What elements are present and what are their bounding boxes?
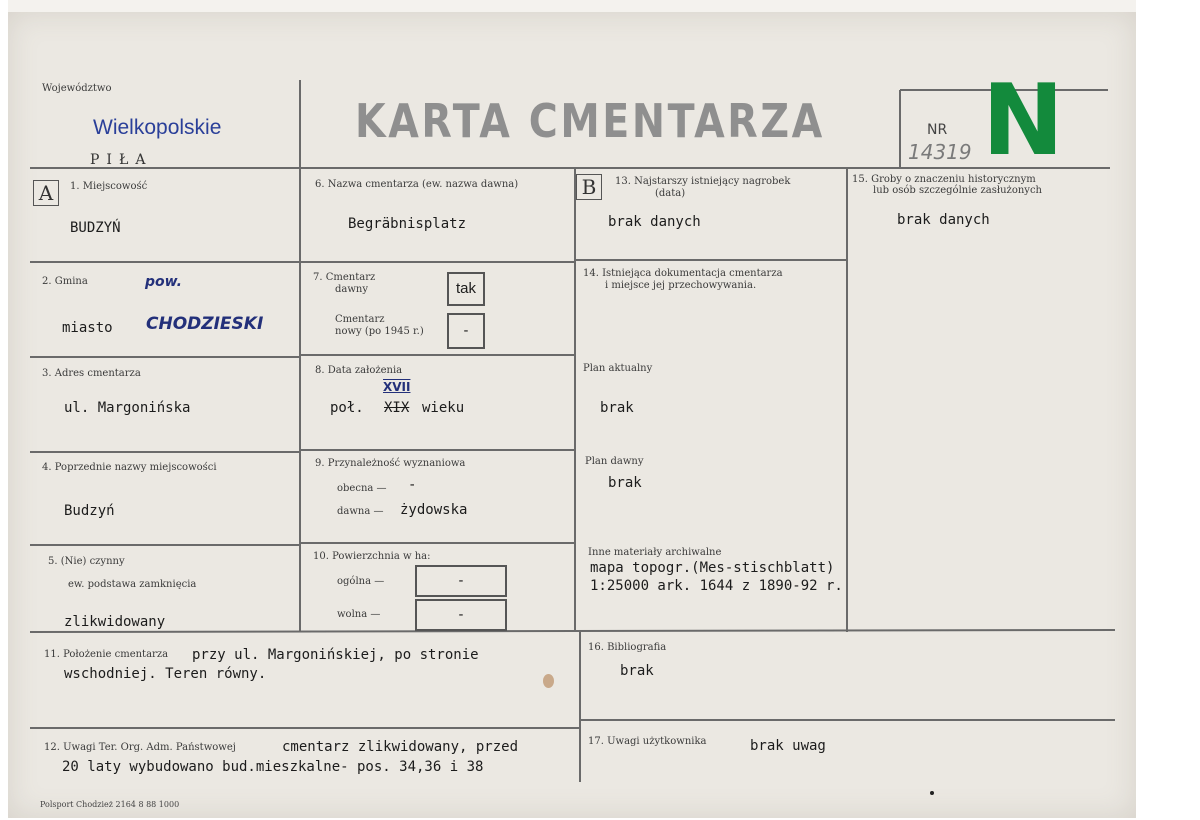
field-15-sublabel: lub osób szczególnie zasłużonych (873, 185, 1042, 196)
field-2-handwritten-value: CHODZIESKI (146, 314, 264, 334)
field-8-prefix: poł. (330, 400, 364, 416)
field-7-nowy-sublabel: nowy (po 1945 r.) (335, 326, 424, 337)
field-9-obecna-value: - (408, 477, 417, 493)
ink-dot (930, 791, 934, 795)
field-8-label: 8. Data założenia (315, 365, 403, 376)
field-10-ogolna-box: - (415, 565, 507, 597)
field-10-ogolna-label: ogólna — (337, 576, 385, 587)
field-1-label: 1. Miejscowość (70, 181, 148, 192)
field-16-value: brak (620, 663, 654, 679)
field-14-label: 14. Istniejąca dokumentacja cmentarza (583, 268, 783, 279)
printer-footer: Polsport Chodzież 2164 8 88 1000 (40, 800, 180, 809)
plan-dawny-label: Plan dawny (585, 456, 644, 467)
field-14-sublabel: i miejsce jej przechowywania. (605, 280, 757, 291)
field-9-dawna-value: żydowska (400, 502, 468, 518)
field-13-value: brak danych (608, 214, 701, 230)
field-10-wolna-label: wolna — (337, 609, 381, 620)
document-title: KARTA CMENTARZA (355, 94, 825, 148)
field-1-value: BUDZYŃ (70, 220, 121, 236)
field-8-handwritten-century: XVII (383, 380, 411, 394)
field-16-label: 16. Bibliografia (588, 642, 667, 653)
field-13-label: 13. Najstarszy istniejący nagrobek (615, 176, 791, 187)
inne-materialy-value-line-1: mapa topogr.(Mes-stischblatt) (590, 560, 835, 576)
paper-stain (543, 674, 554, 688)
inne-materialy-value-line-2: 1:25000 ark. 1644 z 1890-92 r. (590, 578, 843, 594)
field-7-label: 7. Cmentarz (313, 272, 376, 283)
field-13-sublabel: (data) (655, 188, 686, 199)
field-2-handwritten-prefix: pow. (145, 274, 182, 290)
nr-label: NR (927, 122, 948, 138)
field-7-nowy-label: Cmentarz (335, 314, 385, 325)
field-6-value: Begräbnisplatz (348, 216, 467, 232)
field-15-value: brak danych (897, 212, 990, 228)
section-a-marker: A (33, 180, 59, 206)
field-7-dawny-box: tak (447, 272, 485, 306)
field-3-value: ul. Margonińska (64, 400, 191, 416)
field-4-label: 4. Poprzednie nazwy miejscowości (42, 462, 217, 473)
field-7-dawny-label: dawny (335, 284, 369, 295)
field-2-value: miasto (62, 320, 113, 336)
field-5-value: zlikwidowany (64, 614, 166, 630)
section-b-marker: B (576, 174, 602, 200)
field-6-label: 6. Nazwa cmentarza (ew. nazwa dawna) (315, 179, 519, 190)
field-9-label: 9. Przynależność wyznaniowa (315, 458, 466, 469)
field-11-value-line-1: przy ul. Margonińskiej, po stronie (192, 647, 479, 663)
wojewodztwo-value: Wielkopolskie (93, 116, 222, 139)
field-15-label: 15. Groby o znaczeniu historycznym (852, 174, 1036, 185)
field-12-value-line-2: 20 laty wybudowano bud.mieszkalne- pos. 34,36 i 38 (62, 759, 484, 775)
field-11-value-line-2: wschodniej. Teren równy. (64, 666, 267, 682)
field-5-sublabel: ew. podstawa zamknięcia (68, 579, 197, 590)
city-name: PIŁA (90, 152, 153, 168)
field-17-value: brak uwag (750, 738, 826, 754)
nr-value: 14319 (908, 140, 972, 164)
field-10-label: 10. Powierzchnia w ha: (313, 551, 431, 562)
field-11-label: 11. Położenie cmentarza (44, 649, 169, 660)
field-10-wolna-box: - (415, 599, 507, 631)
field-12-value-line-1: cmentarz zlikwidowany, przed (282, 739, 519, 755)
field-9-dawna-label: dawna — (337, 506, 384, 517)
field-8-struck-century: XIX (384, 400, 410, 416)
wojewodztwo-label: Województwo (42, 83, 112, 94)
plan-dawny-value: brak (608, 475, 642, 491)
field-4-value: Budzyń (64, 503, 115, 519)
field-2-label: 2. Gmina (42, 276, 88, 287)
field-8-suffix: wieku (422, 400, 465, 416)
field-12-label: 12. Uwagi Ter. Org. Adm. Państwowej (44, 742, 236, 753)
plan-aktualny-value: brak (600, 400, 634, 416)
category-letter-stamp: N (982, 64, 1065, 178)
field-17-label: 17. Uwagi użytkownika (588, 736, 707, 747)
plan-aktualny-label: Plan aktualny (583, 363, 653, 374)
field-9-obecna-label: obecna — (337, 483, 387, 494)
inne-materialy-label: Inne materiały archiwalne (588, 547, 722, 558)
field-5-label: 5. (Nie) czynny (48, 556, 125, 567)
field-7-nowy-box: - (447, 313, 485, 349)
field-3-label: 3. Adres cmentarza (42, 368, 141, 379)
